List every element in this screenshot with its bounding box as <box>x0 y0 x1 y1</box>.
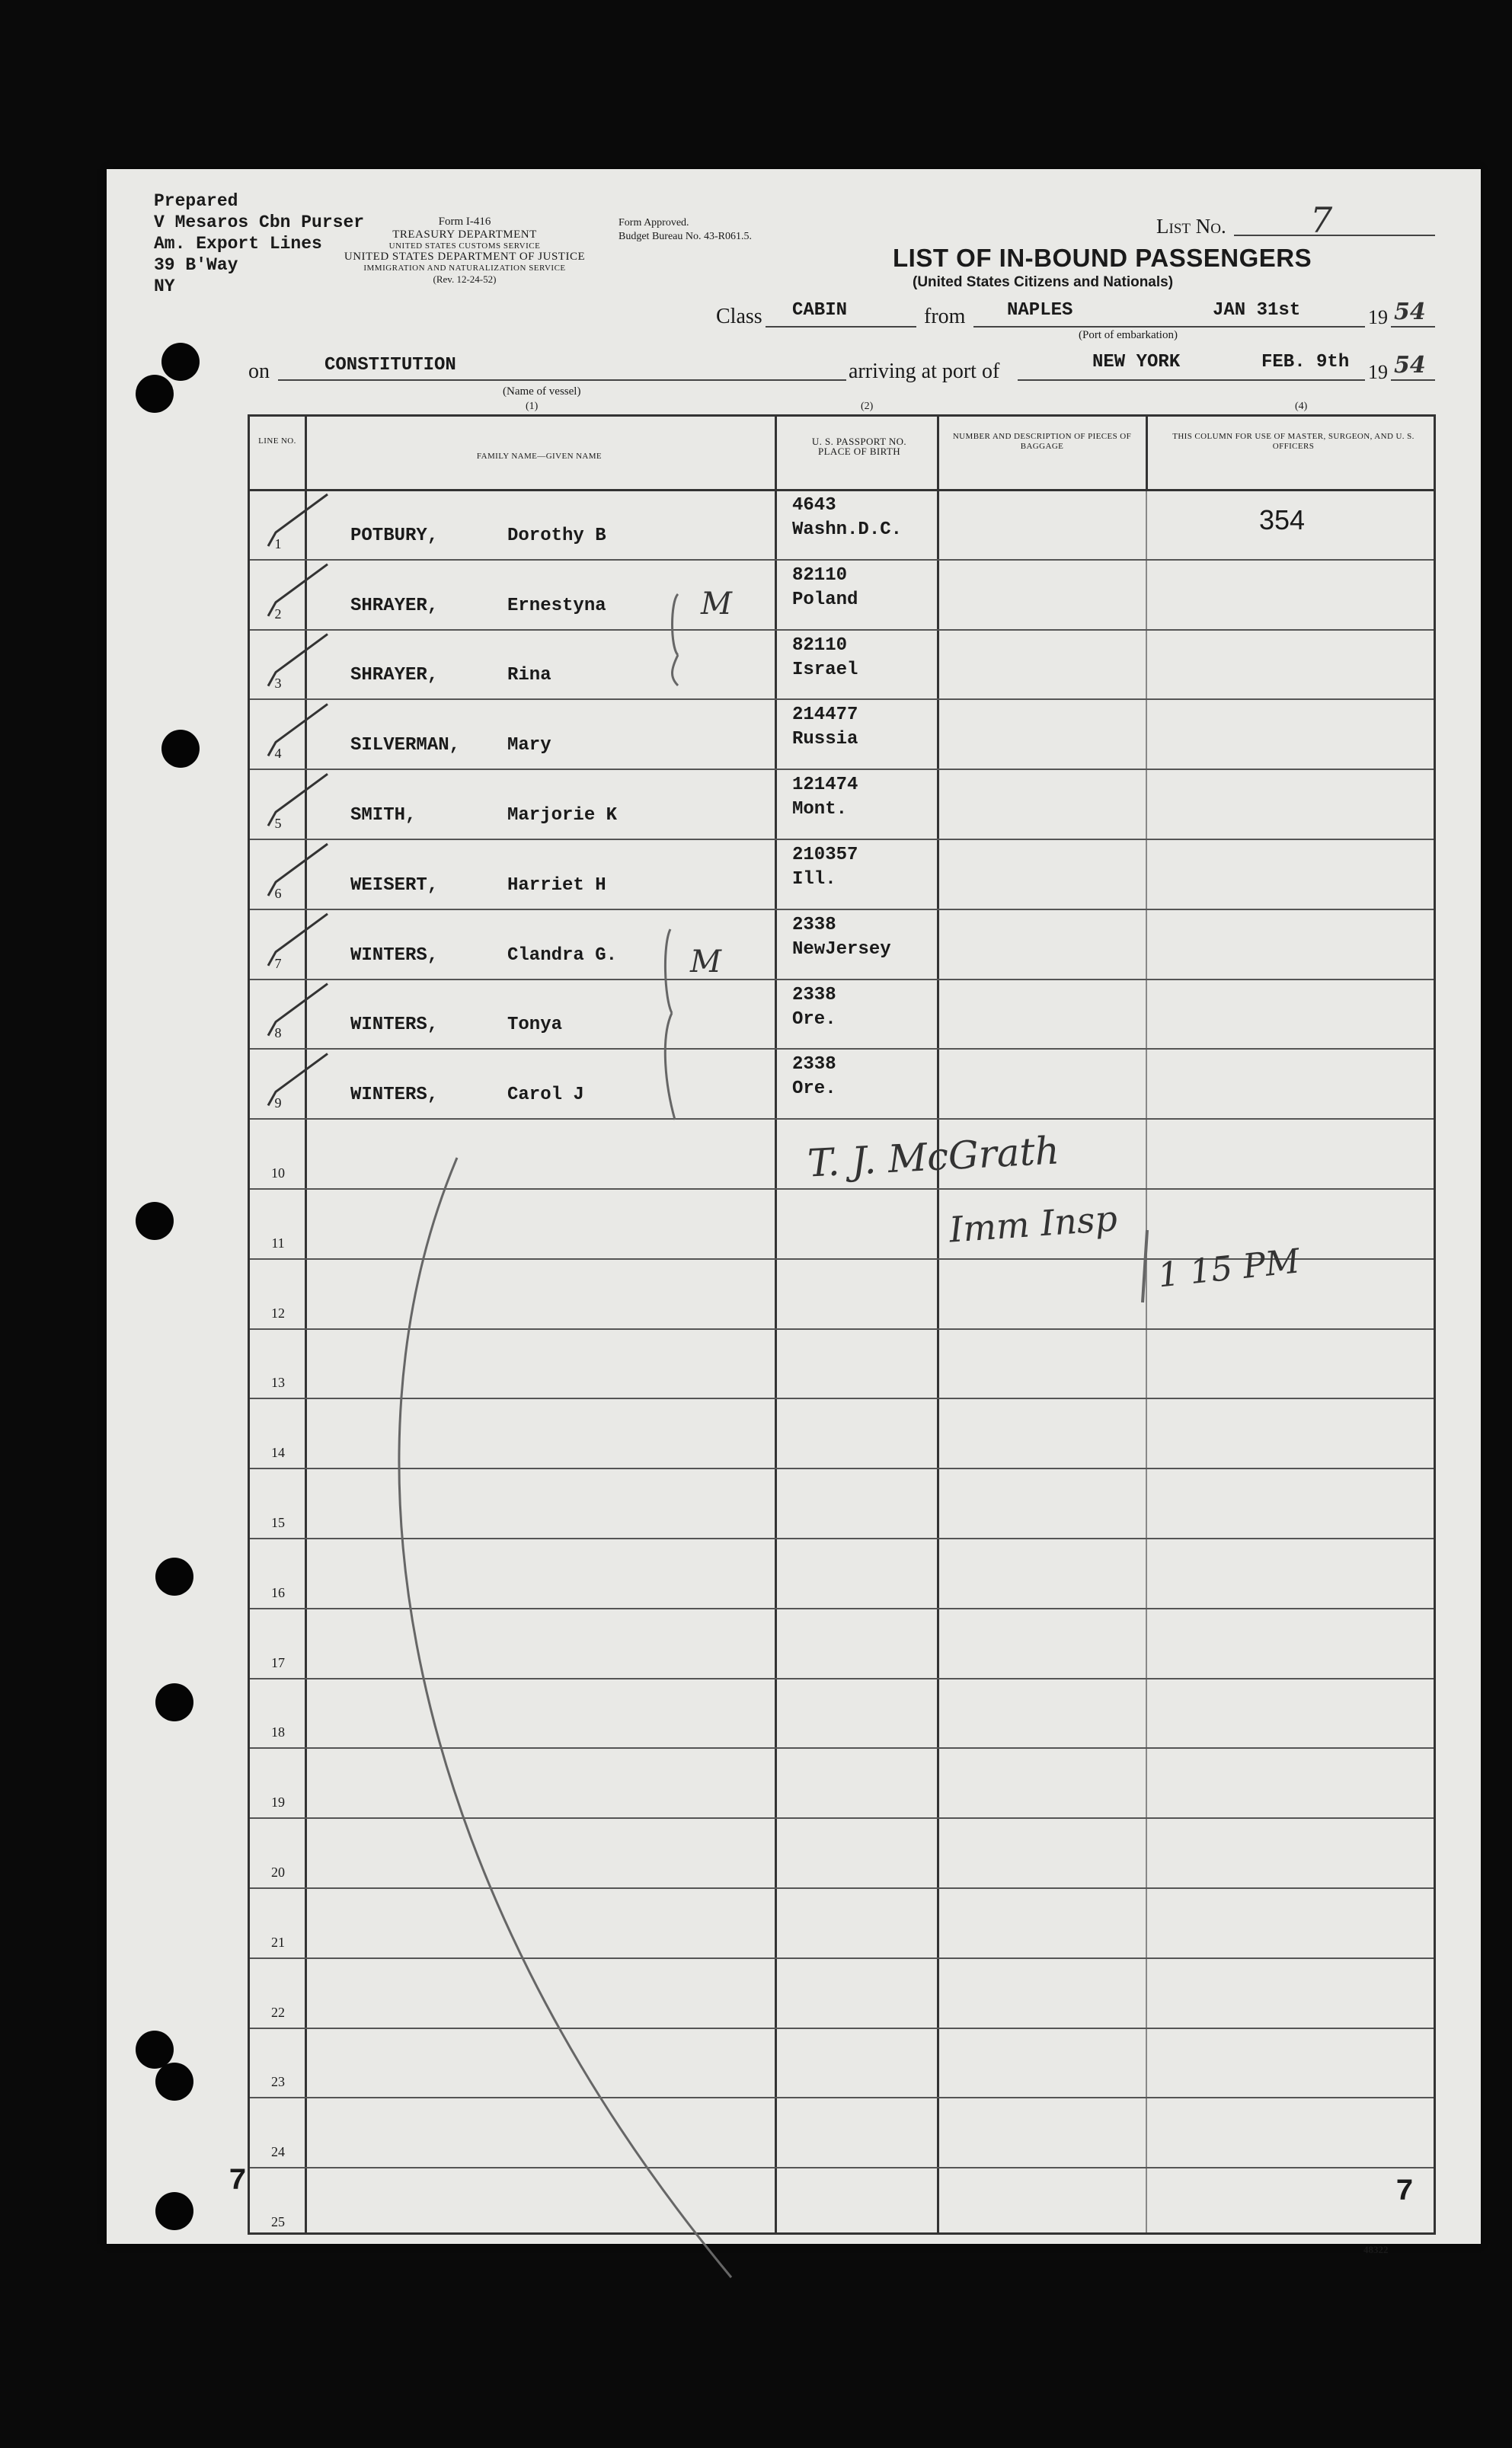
list-no-underline <box>1234 235 1435 236</box>
table-row <box>250 839 1434 909</box>
on-label: on <box>248 360 270 383</box>
table-row <box>250 1957 1434 2028</box>
line-number: 11 <box>271 1235 285 1251</box>
form-approval <box>619 216 752 244</box>
punch-hole <box>155 1558 193 1596</box>
col-header-officers: THIS COLUMN FOR USE OF MASTER, SURGEON, AND U. S. OFFICERS <box>1172 432 1415 451</box>
line-number: 13 <box>271 1375 285 1391</box>
passport-number: 82110 <box>792 564 848 586</box>
from-value: NAPLES <box>1007 300 1073 321</box>
punch-hole <box>161 730 200 768</box>
embark-caption: (Port of embarkation) <box>1079 329 1178 341</box>
table-row <box>250 1538 1434 1608</box>
preparer-line: Am. Export Lines <box>154 234 322 254</box>
family-name: WINTERS, <box>350 1085 439 1106</box>
place-of-birth: Israel <box>792 659 858 680</box>
ins-service: IMMIGRATION AND NATURALIZATION SERVICE <box>363 264 566 273</box>
bracket-mark: M <box>690 944 721 980</box>
line-number: 24 <box>271 2144 285 2160</box>
table-row <box>250 629 1434 699</box>
line-number: 21 <box>271 1934 285 1950</box>
table-row <box>250 698 1434 769</box>
given-name: Carol J <box>507 1085 584 1106</box>
punch-hole <box>136 375 174 413</box>
preparer-line: V Mesaros Cbn Purser <box>154 213 365 232</box>
approved-text: Form Approved. <box>619 217 689 229</box>
preparer-line: NY <box>154 276 175 296</box>
table-row <box>250 1048 1434 1118</box>
customs-service: UNITED STATES CUSTOMS SERVICE <box>388 241 541 251</box>
family-name: SHRAYER, <box>350 665 439 686</box>
arrival-year-value: 54 <box>1394 352 1426 379</box>
preparer-line: Prepared <box>154 191 238 211</box>
passport-number: 2338 <box>792 914 836 935</box>
col-divider <box>1146 417 1148 489</box>
table-row <box>250 1817 1434 1887</box>
family-name: WEISERT, <box>350 874 439 896</box>
table-row <box>250 2097 1434 2167</box>
embark-year-value: 54 <box>1394 299 1426 325</box>
bracket-mark: M <box>701 586 732 622</box>
list-no-label: List No. <box>1156 215 1226 238</box>
punch-hole <box>161 343 200 381</box>
line-number: 4 <box>274 746 282 762</box>
given-name: Marjorie K <box>507 804 618 826</box>
page-title: LIST OF IN-BOUND PASSENGERS <box>893 244 1312 272</box>
inspection-time: 1 15 PM <box>1156 1242 1302 1296</box>
form-header <box>320 215 609 286</box>
punch-hole <box>155 2192 193 2230</box>
arrival-date: FEB. 9th <box>1261 352 1350 372</box>
revision: (Rev. 12-24-52) <box>433 273 497 285</box>
table-row <box>250 1328 1434 1398</box>
from-label: from <box>924 305 966 328</box>
given-name: Dorothy B <box>507 525 606 546</box>
bureau-number: Budget Bureau No. 43-R061.5. <box>619 231 752 242</box>
place-of-birth: Ore. <box>792 1079 836 1100</box>
family-name: SHRAYER, <box>350 595 439 616</box>
given-name: Harriet H <box>507 874 606 896</box>
table-row <box>250 489 1434 559</box>
line-number: 6 <box>274 885 282 901</box>
line-number: 20 <box>271 1864 285 1880</box>
passport-number: 2338 <box>792 1054 836 1075</box>
passport-number: 121474 <box>792 775 858 796</box>
embark-date: JAN 31st <box>1213 300 1301 321</box>
vessel-underline <box>278 379 846 381</box>
margin-number-right: 7 <box>1395 2175 1415 2210</box>
passenger-table <box>248 414 1436 2235</box>
table-row <box>250 1398 1434 1468</box>
line-number: 16 <box>271 1584 285 1600</box>
line-number: 19 <box>271 1794 285 1810</box>
line-number: 10 <box>271 1165 285 1181</box>
punch-hole <box>136 1202 174 1240</box>
given-name: Mary <box>507 735 551 756</box>
line-number: 7 <box>274 955 282 971</box>
given-name: Ernestyna <box>507 595 606 616</box>
punch-hole <box>155 2063 193 2101</box>
table-row <box>250 2028 1434 2098</box>
margin-number-left: 7 <box>229 2165 248 2199</box>
table-row <box>250 559 1434 629</box>
given-name: Clandra G. <box>507 944 618 966</box>
arriving-label: arriving at port of <box>849 360 1000 383</box>
arrival-port: NEW YORK <box>1092 352 1181 372</box>
line-number: 15 <box>271 1514 285 1530</box>
place-of-birth: Russia <box>792 729 858 750</box>
place-of-birth: Ore. <box>792 1008 836 1030</box>
place-of-birth: NewJersey <box>792 938 891 960</box>
punch-hole <box>155 1683 193 1721</box>
given-name: Tonya <box>507 1015 563 1036</box>
preparer-line: 39 B'Way <box>154 255 238 275</box>
table-row <box>250 909 1434 979</box>
line-number: 1 <box>274 535 282 551</box>
col-header-name: FAMILY NAME—GIVEN NAME <box>476 452 603 461</box>
col-num-2: (2) <box>861 401 874 412</box>
table-row <box>250 2167 1434 2237</box>
officer-note: 354 <box>1259 504 1306 535</box>
line-number: 5 <box>274 815 282 831</box>
passport-number: 210357 <box>792 845 858 865</box>
form-number: Form I-416 <box>438 216 491 228</box>
family-name: WINTERS, <box>350 1015 439 1036</box>
col-header-baggage: NUMBER AND DESCRIPTION OF PIECES OF BAGGAGE <box>952 432 1132 451</box>
class-value: CABIN <box>792 300 848 321</box>
arrival-year-underline <box>1391 379 1435 381</box>
table-row <box>250 1608 1434 1678</box>
from-underline <box>973 326 1365 328</box>
vessel-caption: (Name of vessel) <box>503 385 581 398</box>
col-header-line: LINE NO. <box>258 436 296 446</box>
table-row <box>250 1678 1434 1748</box>
table-row <box>250 1887 1434 1957</box>
line-number: 23 <box>271 2074 285 2090</box>
line-number: 12 <box>271 1305 285 1321</box>
embark-year-prefix: 19 <box>1368 306 1388 328</box>
col-num-4: (4) <box>1295 401 1308 412</box>
line-number: 17 <box>271 1654 285 1670</box>
page-subtitle: (United States Citizens and Nationals) <box>913 274 1174 290</box>
line-number: 8 <box>274 1025 282 1041</box>
vessel-col-number: (1) <box>526 401 539 412</box>
line-number: 14 <box>271 1445 285 1461</box>
passport-number: 82110 <box>792 634 848 656</box>
family-name: WINTERS, <box>350 944 439 966</box>
line-number: 22 <box>271 2004 285 2020</box>
place-of-birth: Ill. <box>792 869 836 890</box>
line-number: 25 <box>271 2213 285 2229</box>
table-row <box>250 1747 1434 1817</box>
family-name: POTBURY, <box>350 525 439 546</box>
line-number: 3 <box>274 676 282 692</box>
line-number: 9 <box>274 1095 282 1111</box>
given-name: Rina <box>507 665 551 686</box>
passport-number: 214477 <box>792 705 858 726</box>
class-underline <box>766 326 916 328</box>
embark-year-underline <box>1391 326 1435 328</box>
line-number: 2 <box>274 606 282 622</box>
place-of-birth: Poland <box>792 589 858 610</box>
footer-code: 48322 <box>1363 2244 1389 2255</box>
table-row <box>250 1468 1434 1538</box>
vessel-value: CONSTITUTION <box>324 355 456 376</box>
place-of-birth: Mont. <box>792 799 848 820</box>
family-name: SILVERMAN, <box>350 735 461 756</box>
table-row <box>250 769 1434 839</box>
family-name: SMITH, <box>350 804 417 826</box>
class-label: Class <box>716 305 762 328</box>
table-row <box>250 979 1434 1049</box>
arrival-year-prefix: 19 <box>1368 361 1388 383</box>
place-of-birth: Washn.D.C. <box>792 519 903 540</box>
col-header-passport: U. S. PASSPORT NO. PLACE OF BIRTH <box>811 436 907 457</box>
passport-number: 4643 <box>792 495 836 516</box>
inspector-signature: T. J. McGrath <box>806 1128 1061 1186</box>
list-no-value: 7 <box>1310 200 1333 241</box>
inspector-title: Imm Insp <box>948 1197 1119 1251</box>
port-underline <box>1018 379 1365 381</box>
passport-number: 2338 <box>792 984 836 1005</box>
line-number: 18 <box>271 1724 285 1740</box>
justice-dept: UNITED STATES DEPARTMENT OF JUSTICE <box>344 251 586 263</box>
treasury-dept: TREASURY DEPARTMENT <box>392 229 537 241</box>
